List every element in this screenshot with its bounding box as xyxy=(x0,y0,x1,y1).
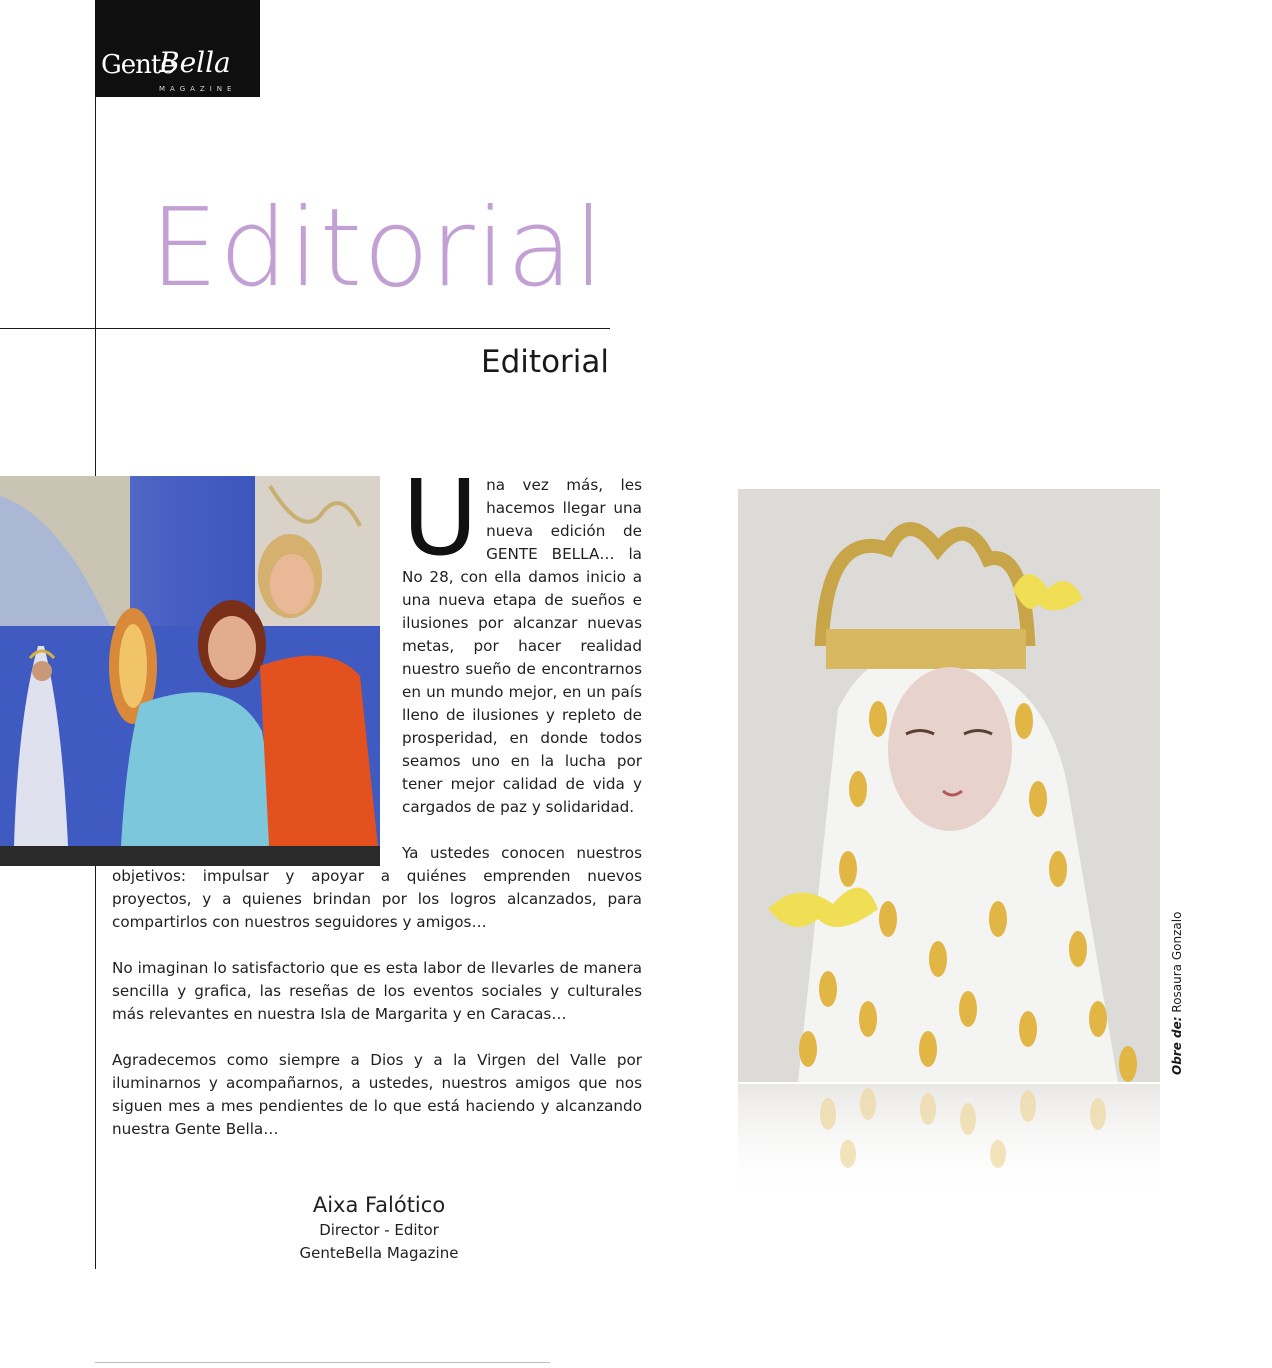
photo-text-wrap xyxy=(112,474,402,864)
credit-label: Obre de: xyxy=(1170,1016,1184,1075)
horizontal-rule xyxy=(0,328,610,329)
logo-magazine: MAGAZINE xyxy=(159,85,237,93)
signature-name: Aixa Falótico xyxy=(312,1193,446,1217)
artwork-painting xyxy=(738,489,1160,1082)
paragraph-1-text: na vez más, les hacemos llegar una nueva edición de GENTE BELLA… la No 28, con ella damos inicio a una nueva etapa de sueños e ilusiones por alcanzar nuevas metas, por hacer realidad nuestro sueño de encontrarnos en un mundo mejor, en un país lleno de ilusiones y repleto de prosperidad, en donde todos seamos uno en la lucha por tener mejor calidad de vida y cargados de paz y solidaridad. xyxy=(402,476,642,816)
article-body xyxy=(112,457,642,1164)
artwork-credit xyxy=(1170,912,1184,1075)
reflection-illustration xyxy=(738,1084,1160,1204)
page-subtitle: Editorial xyxy=(481,344,609,380)
paragraph-4: Agradecemos como siempre a Dios y a la Virgen del Valle por iluminarnos y acompañarnos, a ustedes, nuestros amigos que nos siguen mes a mes pendientes de lo que está haciendo y alcanzando nuestra Gente Bella… xyxy=(112,1051,642,1138)
logo-bella: Bella xyxy=(159,46,231,79)
credit-artist: Rosaura Gonzalo xyxy=(1170,911,1184,1013)
artwork-illustration xyxy=(738,489,1160,1082)
drop-cap: U xyxy=(402,457,479,579)
bottom-rule xyxy=(95,1362,550,1363)
paragraph-2: Ya ustedes conocen nuestros objetivos: impulsar y apoyar a quiénes emprenden nuevos proyectos, y a quienes brindan por los logros alcanzados, para compartirlos con nuestros seguidores y amigos… xyxy=(112,844,642,931)
paragraph-3: No imaginan lo satisfactorio que es esta labor de llevarles de manera sencilla y grafica, las reseñas de los eventos sociales y culturales más relevantes en nuestra Isla de Margarita y en Caracas… xyxy=(112,959,642,1023)
signature-magazine: GenteBella Magazine xyxy=(299,1244,459,1262)
page-title: Editorial xyxy=(150,186,605,311)
signature-role: Director - Editor xyxy=(319,1221,439,1239)
artwork-reflection xyxy=(738,1084,1160,1204)
logo-gente: Gente xyxy=(101,50,175,80)
magazine-logo xyxy=(95,0,260,97)
